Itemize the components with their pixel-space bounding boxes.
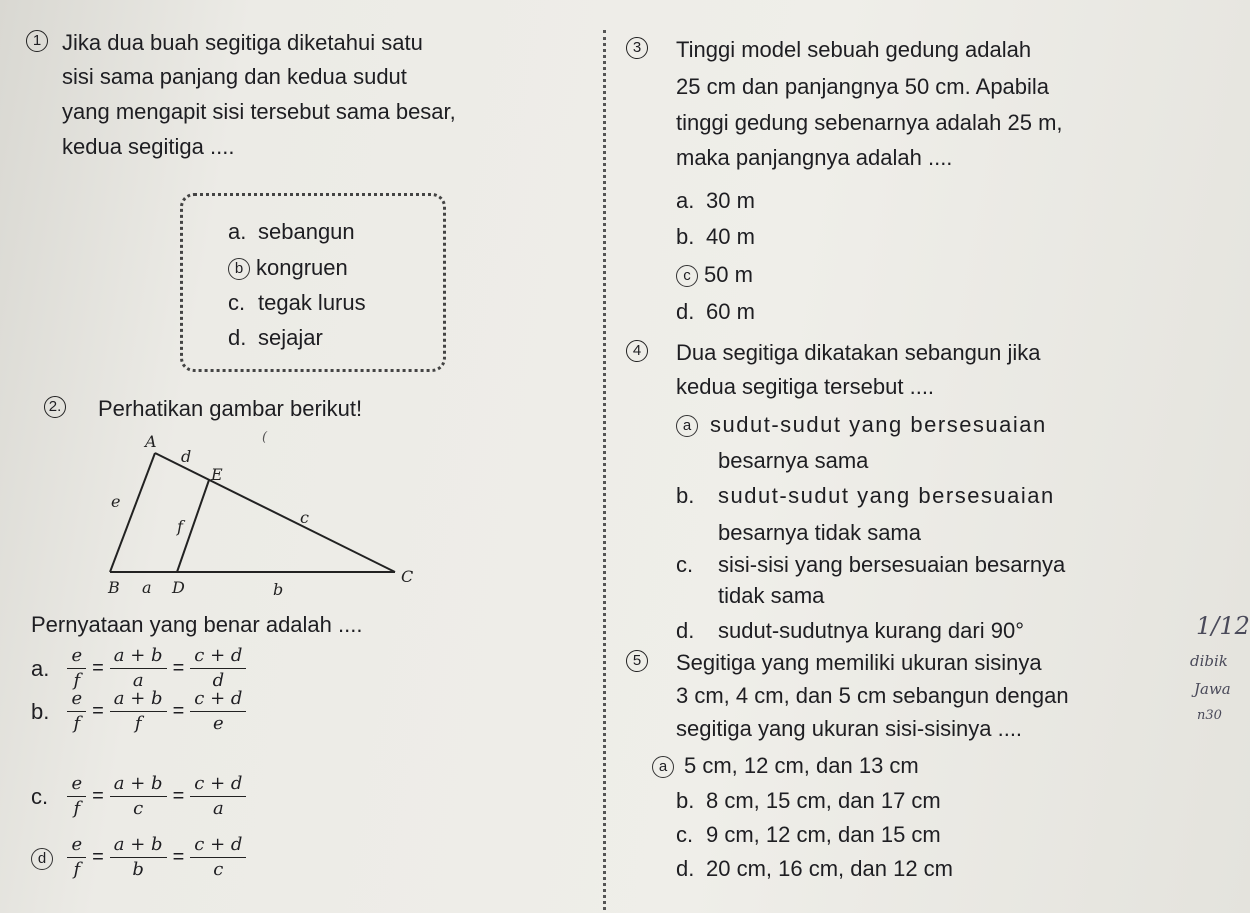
option-label: a. [676, 188, 695, 213]
option-text: 50 m [704, 262, 753, 287]
fraction-1 [67, 772, 86, 821]
option-text-line-1: sudut-sudutnya kurang dari 90° [718, 618, 1024, 643]
equals-sign: = [172, 657, 185, 679]
denominator: e [213, 713, 224, 734]
fraction-3 [190, 687, 246, 736]
fraction-2 [110, 833, 167, 882]
option-label: d. [676, 618, 695, 643]
label-C: C [401, 567, 414, 586]
option-text: 9 cm, 12 cm, dan 15 cm [706, 822, 941, 847]
circled-answer-mark: a [676, 415, 698, 437]
option-label: b. [676, 224, 695, 249]
q2-option-b[interactable] [31, 687, 246, 736]
fraction-1 [67, 687, 86, 736]
fraction-1 [67, 833, 86, 882]
numerator: c + d [190, 687, 246, 712]
label-c: c [300, 508, 309, 527]
option-label: c. [228, 290, 246, 315]
q1-line-4: kedua segitiga .... [62, 134, 235, 159]
q4-option-a-line-2: besarnya sama [718, 448, 869, 473]
q1-line-3: yang mengapit sisi tersebut sama besar, [62, 99, 456, 124]
option-label: b. [31, 698, 50, 724]
option-label: d. [228, 325, 247, 350]
q1-line-1: Jika dua buah segitiga diketahui satu [62, 30, 423, 55]
denominator: f [134, 713, 142, 734]
handwritten-note-4: n30 [1197, 708, 1222, 723]
label-A: A [145, 432, 157, 451]
equals-sign: = [92, 700, 104, 722]
q4-line-1: Dua segitiga dikatakan sebangun jika [676, 340, 1041, 365]
numerator: c + d [190, 833, 246, 858]
q3-option-b[interactable] [676, 224, 755, 250]
q5-option-a[interactable] [652, 753, 919, 779]
label-D: D [172, 578, 185, 597]
equals-sign: = [172, 785, 185, 807]
fraction-3 [190, 644, 246, 693]
denominator: f [73, 670, 81, 691]
question-4-number: 4 [626, 340, 648, 362]
circled-answer-mark: d [31, 848, 53, 870]
q5-line-3: segitiga yang ukuran sisi-sisinya .... [676, 716, 1023, 741]
column-divider [603, 30, 606, 910]
circled-answer-mark: b [228, 258, 250, 280]
q2-option-c[interactable] [31, 772, 246, 821]
handwritten-note-3: Jawa [1194, 680, 1231, 698]
q5-option-b[interactable] [676, 788, 941, 814]
numerator: e [67, 772, 86, 797]
fraction-2 [110, 687, 167, 736]
mark-paren: ( [262, 430, 268, 445]
q4-option-a[interactable] [676, 412, 1047, 438]
numerator: a + b [110, 687, 167, 712]
q1-option-d[interactable] [228, 325, 323, 351]
numerator: e [67, 833, 86, 858]
label-d: d [181, 447, 192, 466]
side-ac [155, 453, 395, 572]
option-text: 60 m [706, 299, 755, 324]
fraction-3 [190, 772, 246, 821]
option-text: sebangun [258, 219, 355, 244]
option-text-line-1: sudut-sudut yang bersesuaian [710, 412, 1047, 437]
option-text-line-1: sudut-sudut yang bersesuaian [718, 483, 1055, 508]
fraction-1 [67, 644, 86, 693]
denominator: c [133, 798, 144, 819]
q4-option-b[interactable] [676, 483, 1055, 509]
equals-sign: = [92, 657, 104, 679]
q1-line-2: sisi sama panjang dan kedua sudut [62, 64, 407, 89]
denominator: b [132, 859, 144, 880]
label-a: a [142, 578, 152, 597]
denominator: f [73, 713, 81, 734]
q1-option-b[interactable] [228, 255, 348, 281]
option-label: d. [676, 856, 695, 881]
option-text: tegak lurus [258, 290, 366, 315]
q5-option-c[interactable] [676, 822, 941, 848]
label-b: b [273, 580, 284, 599]
option-text-line-1: sisi-sisi yang bersesuaian besarnya [718, 552, 1066, 577]
side-ab [110, 453, 155, 572]
option-label: a. [228, 219, 247, 244]
denominator: a [132, 670, 144, 691]
option-text: 20 cm, 16 cm, dan 12 cm [706, 856, 953, 881]
q3-option-a[interactable] [676, 188, 755, 214]
label-E: E [211, 465, 223, 484]
fraction-2 [110, 644, 167, 693]
numerator: a + b [110, 644, 167, 669]
option-label: c. [676, 822, 694, 847]
option-text: 5 cm, 12 cm, dan 13 cm [684, 753, 919, 778]
q4-option-c[interactable] [676, 552, 1065, 578]
option-label: c. [676, 552, 694, 577]
triangle-figure [95, 425, 435, 605]
q5-option-d[interactable] [676, 856, 953, 882]
fraction-3 [190, 833, 246, 882]
label-f: f [177, 517, 183, 536]
q5-line-1: Segitiga yang memiliki ukuran sisinya [676, 650, 1042, 675]
denominator: f [73, 798, 81, 819]
fraction-2 [110, 772, 167, 821]
question-2-number: 2. [44, 396, 66, 418]
q2-statement: Pernyataan yang benar adalah .... [31, 612, 363, 637]
equals-sign: = [172, 700, 185, 722]
numerator: c + d [190, 644, 246, 669]
numerator: e [67, 687, 86, 712]
q3-line-1: Tinggi model sebuah gedung adalah [676, 37, 1032, 62]
q3-line-4: maka panjangnya adalah .... [676, 145, 953, 170]
denominator: f [73, 859, 81, 880]
numerator: a + b [110, 833, 167, 858]
label-e: e [111, 492, 121, 511]
q1-option-c[interactable] [228, 290, 366, 316]
q3-line-2: 25 cm dan panjangnya 50 cm. Apabila [676, 74, 1050, 99]
q4-option-b-line-2: besarnya tidak sama [718, 520, 921, 545]
equals-sign: = [172, 846, 185, 868]
q4-option-c-line-2: tidak sama [718, 583, 825, 608]
question-1-number: 1 [26, 30, 48, 52]
handwritten-note-1: 1/12 [1196, 612, 1250, 640]
q4-option-d[interactable] [676, 618, 1024, 644]
q1-option-a[interactable] [228, 219, 355, 245]
option-text: 8 cm, 15 cm, dan 17 cm [706, 788, 941, 813]
option-text: 30 m [706, 188, 755, 213]
option-text: 40 m [706, 224, 755, 249]
numerator: e [67, 644, 86, 669]
q2-option-d[interactable] [31, 833, 246, 882]
label-B: B [108, 578, 120, 597]
option-text: kongruen [256, 255, 348, 280]
circled-answer-mark: a [652, 756, 674, 778]
numerator: c + d [190, 772, 246, 797]
equals-sign: = [92, 846, 104, 868]
equals-sign: = [92, 785, 104, 807]
q3-line-3: tinggi gedung sebenarnya adalah 25 m, [676, 110, 1063, 135]
q3-option-d[interactable] [676, 299, 755, 325]
denominator: c [213, 859, 224, 880]
option-label: b. [676, 788, 695, 813]
question-3-number: 3 [626, 37, 648, 59]
option-label: b. [676, 483, 695, 508]
question-5-number: 5 [626, 650, 648, 672]
q5-line-2: 3 cm, 4 cm, dan 5 cm sebangun dengan [676, 683, 1069, 708]
circled-answer-mark: c [676, 265, 698, 287]
handwritten-note-2: dibik [1190, 652, 1228, 670]
option-label: d. [676, 299, 695, 324]
denominator: a [212, 798, 224, 819]
q3-option-c[interactable] [676, 262, 753, 288]
option-label-wrap [31, 845, 63, 871]
denominator: d [212, 670, 225, 691]
q4-line-2: kedua segitiga tersebut .... [676, 374, 935, 399]
q2-prompt: Perhatikan gambar berikut! [98, 396, 363, 421]
numerator: a + b [110, 772, 167, 797]
q2-option-a[interactable] [31, 644, 246, 693]
option-text: sejajar [258, 325, 323, 350]
option-label: a. [31, 655, 50, 681]
option-label: c. [31, 783, 49, 809]
